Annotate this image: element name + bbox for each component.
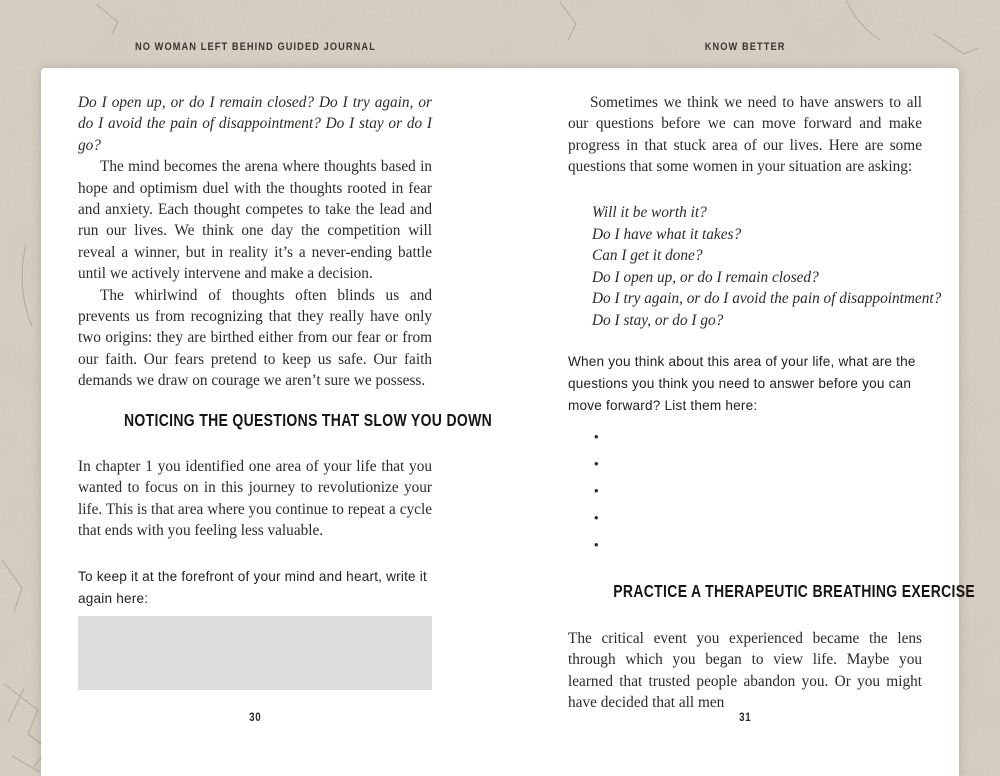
left-page-paragraph-2: The whirlwind of thoughts often blinds us and prevents us from recognizing that they really have only two origins: they are birthed either from our fear or from our faith. Our fears pretend to keep us safe. Our faith demands we draw on courage we aren’t sure we possess. bbox=[78, 286, 432, 390]
bullet-item: • bbox=[594, 510, 599, 525]
right-page-section-heading-label: PRACTICE A THERAPEUTIC BREATHING EXERCISE bbox=[613, 581, 976, 601]
right-page-section-paragraph bbox=[568, 628, 922, 714]
question-item: Can I get it done? bbox=[592, 247, 703, 265]
running-header-book-title bbox=[78, 41, 432, 53]
running-header-book-title-label: NO WOMAN LEFT BEHIND GUIDED JOURNAL bbox=[134, 41, 376, 53]
bullet-item: • bbox=[594, 483, 599, 498]
right-page-journal-prompt: When you think about this area of your life, what are the questions you think you need to answer before you can move forward? List them here: bbox=[568, 354, 916, 413]
question-item: Do I try again, or do I avoid the pain of disappointment? bbox=[592, 290, 942, 308]
left-page-section-paragraph bbox=[78, 456, 432, 542]
bullet-item: • bbox=[594, 456, 599, 471]
running-header-chapter-title-label: KNOW BETTER bbox=[704, 41, 786, 53]
bullet-item: • bbox=[594, 429, 599, 444]
left-page-number-label: 30 bbox=[248, 712, 262, 724]
question-item: Will it be worth it? bbox=[592, 204, 707, 221]
left-page-paragraph-3: In chapter 1 you identified one area of your life that you wanted to focus on in this journey to revolutionize your life. This is that area where you continue to repeat a cycle that ends with you feeling less valuable. bbox=[78, 458, 432, 540]
question-item: Do I stay, or do I go? bbox=[592, 311, 724, 329]
question-item: Do I have what it takes? bbox=[592, 225, 742, 243]
right-page-paragraph-2: The critical event you experienced became the lens through which you began to view life. Maybe you learned that trusted people abandon you. Or you might have decided that all men bbox=[568, 630, 922, 712]
running-header-chapter-title bbox=[568, 41, 922, 53]
question-item: Do I open up, or do I remain closed? bbox=[592, 268, 819, 286]
right-page-paragraph-1: Sometimes we think we need to have answers to all our questions before we can move forward and make progress in that stuck area of our lives. Here are some questions that some women in your situation are asking: bbox=[568, 94, 922, 176]
left-page-body-text bbox=[78, 92, 432, 392]
left-page-number bbox=[78, 712, 432, 724]
right-page-number-label: 31 bbox=[738, 712, 752, 724]
left-page-writing-box bbox=[78, 616, 432, 690]
left-page-intro-questions: Do I open up, or do I remain closed? Do I try again, or do I avoid the pain of disappointment? Do I stay or do I go? bbox=[78, 94, 432, 154]
left-page-paragraph-1: The mind becomes the arena where thoughts based in hope and optimism duel with the thoughts rooted in fear and anxiety. Each thought competes to take the lead and run our lives. We think one day the competition will reveal a winner, but in reality it’s a never-ending battle until we actively intervene and make a decision. bbox=[78, 158, 432, 283]
right-page-body-text bbox=[568, 92, 922, 178]
bullet-item: • bbox=[594, 537, 599, 552]
left-page-journal-prompt: To keep it at the forefront of your mind and heart, write it again here: bbox=[78, 569, 427, 606]
right-page-number bbox=[568, 712, 922, 724]
right-page-question-list bbox=[568, 202, 946, 332]
left-page-section-heading bbox=[78, 410, 493, 431]
right-page-answer-bullet-list bbox=[568, 429, 948, 564]
book-page-spread bbox=[41, 68, 976, 776]
left-page-section-heading-label: NOTICING THE QUESTIONS THAT SLOW YOU DOWN bbox=[124, 410, 493, 430]
right-page-section-heading bbox=[568, 581, 976, 602]
